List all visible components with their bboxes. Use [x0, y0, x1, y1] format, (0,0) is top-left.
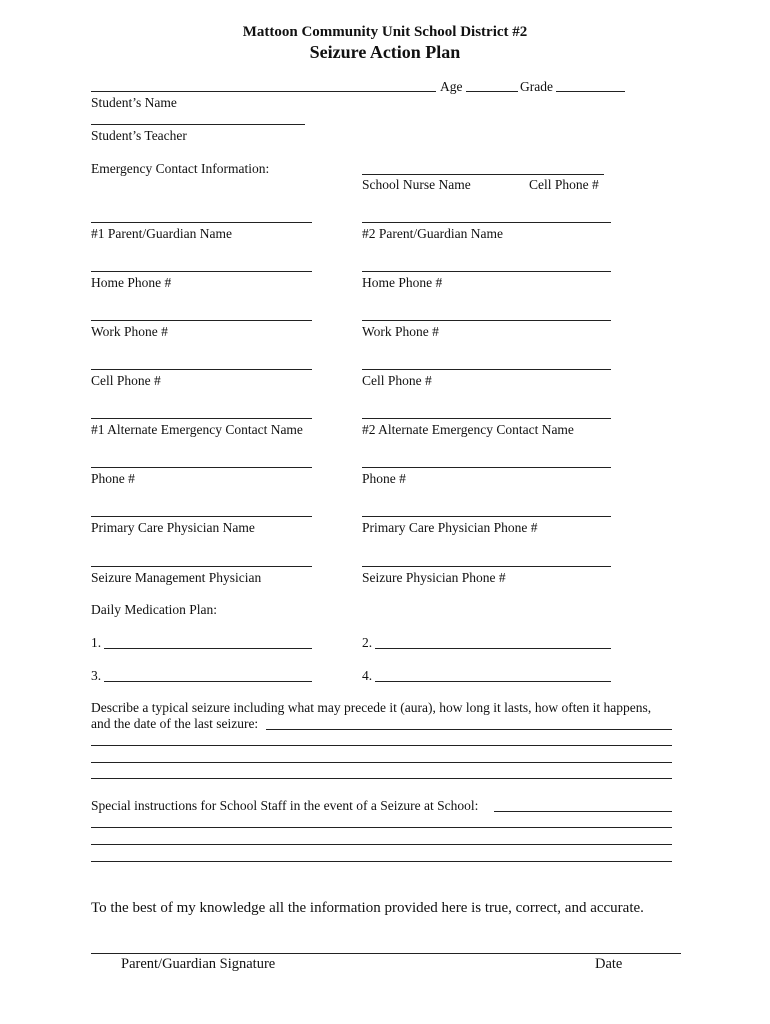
special-instructions-field[interactable]	[494, 811, 672, 812]
special-instructions-line[interactable]	[91, 844, 672, 845]
district-name: Mattoon Community Unit School District #2	[242, 24, 528, 40]
medication-item-number: 4.	[362, 668, 373, 683]
right-field-line[interactable]	[362, 369, 611, 370]
grade-field[interactable]	[556, 91, 625, 92]
medication-item-number: 3.	[91, 668, 102, 683]
seizure-description-line[interactable]	[91, 745, 672, 746]
special-instructions-label: Special instructions for School Staff in the event of a Seizure at School:	[91, 798, 479, 813]
left-field-line[interactable]	[91, 467, 312, 468]
right-field-line[interactable]	[362, 516, 611, 517]
right-field-line[interactable]	[362, 320, 611, 321]
left-field-line[interactable]	[91, 222, 312, 223]
seizure-description-prompt: Describe a typical seizure including what may precede it (aura), how long it lasts, how often it happens,	[91, 700, 652, 715]
left-field-line[interactable]	[91, 369, 312, 370]
right-field-label: Phone #	[362, 471, 406, 486]
left-field-line[interactable]	[91, 566, 312, 567]
right-field-line[interactable]	[362, 467, 611, 468]
right-field-label: #2 Alternate Emergency Contact Name	[362, 422, 574, 437]
right-field-line[interactable]	[362, 222, 611, 223]
left-field-line[interactable]	[91, 418, 312, 419]
left-field-line[interactable]	[91, 516, 312, 517]
left-field-label: Home Phone #	[91, 275, 172, 290]
student-teacher-label: Student’s Teacher	[91, 128, 187, 143]
right-field-label: Work Phone #	[362, 324, 439, 339]
nurse-cell-phone-label: Cell Phone #	[529, 177, 599, 192]
right-field-line[interactable]	[362, 271, 611, 272]
medication-item-number: 1.	[91, 635, 102, 650]
left-field-label: Work Phone #	[91, 324, 168, 339]
signature-label: Parent/Guardian Signature	[121, 956, 276, 972]
left-field-label: Primary Care Physician Name	[91, 520, 255, 535]
school-nurse-field[interactable]	[362, 174, 604, 175]
medication-item-number: 2.	[362, 635, 373, 650]
left-field-label: Phone #	[91, 471, 135, 486]
signature-line[interactable]	[91, 953, 681, 954]
special-instructions-line[interactable]	[91, 827, 672, 828]
seizure-description-line[interactable]	[91, 762, 672, 763]
right-field-label: Home Phone #	[362, 275, 443, 290]
right-field-line[interactable]	[362, 418, 611, 419]
left-field-label: Cell Phone #	[91, 373, 161, 388]
student-name-label: Student’s Name	[91, 95, 177, 110]
left-field-line[interactable]	[91, 320, 312, 321]
grade-label: Grade	[520, 79, 553, 94]
seizure-description-prompt-cont: and the date of the last seizure:	[91, 716, 259, 731]
attestation-statement: To the best of my knowledge all the information provided here is true, correct, and accurate.	[91, 900, 644, 916]
age-field[interactable]	[466, 91, 518, 92]
student-name-field[interactable]	[91, 91, 436, 92]
left-field-label: #1 Parent/Guardian Name	[91, 226, 232, 241]
right-field-line[interactable]	[362, 566, 611, 567]
age-label: Age	[440, 79, 463, 94]
seizure-description-field[interactable]	[266, 729, 672, 730]
medication-field[interactable]	[375, 648, 611, 649]
medication-field[interactable]	[104, 681, 312, 682]
left-field-line[interactable]	[91, 271, 312, 272]
form-title: Seizure Action Plan	[309, 42, 461, 62]
left-field-label: Seizure Management Physician	[91, 570, 262, 585]
emergency-contact-heading: Emergency Contact Information:	[91, 161, 270, 176]
seizure-description-line[interactable]	[91, 778, 672, 779]
school-nurse-label: School Nurse Name	[362, 177, 471, 192]
medication-field[interactable]	[375, 681, 611, 682]
medication-field[interactable]	[104, 648, 312, 649]
date-label: Date	[595, 956, 623, 972]
right-field-label: #2 Parent/Guardian Name	[362, 226, 503, 241]
student-teacher-field[interactable]	[91, 124, 305, 125]
right-field-label: Cell Phone #	[362, 373, 432, 388]
medication-heading: Daily Medication Plan:	[91, 602, 217, 617]
special-instructions-line[interactable]	[91, 861, 672, 862]
left-field-label: #1 Alternate Emergency Contact Name	[91, 422, 303, 437]
right-field-label: Primary Care Physician Phone #	[362, 520, 538, 535]
right-field-label: Seizure Physician Phone #	[362, 570, 506, 585]
